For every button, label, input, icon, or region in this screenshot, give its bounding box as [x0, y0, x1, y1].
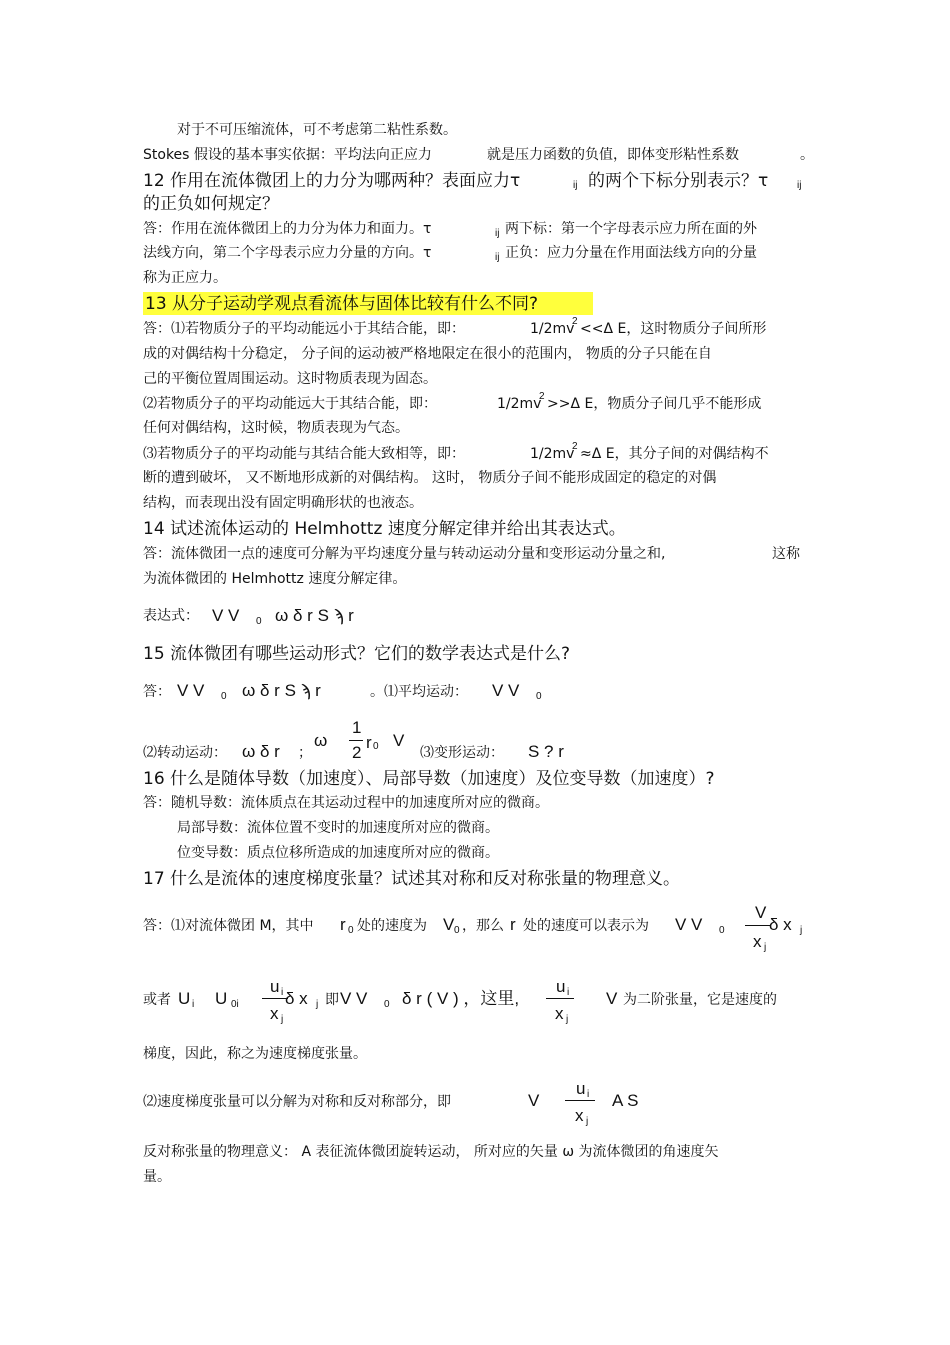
formula: δ x [769, 915, 792, 934]
text-line: 答： [143, 684, 171, 700]
text-line: Stokes 假设的基本事实依据：平均法向正应力 [143, 147, 432, 163]
formula: r [366, 733, 372, 752]
text-line: 结构，而表现出没有固定明确形状的也液态。 [143, 495, 423, 511]
formula: ω [314, 731, 328, 750]
question-heading: 15 流体微团有哪些运动形式？它们的数学表达式是什么? [143, 644, 571, 664]
fraction-bar [349, 740, 363, 741]
fraction-denominator: 2 [352, 743, 362, 762]
subscript: j [566, 1014, 569, 1025]
text-line: 。 [800, 147, 814, 163]
formula: V V [177, 681, 205, 700]
fraction-bar [546, 998, 574, 999]
text-line: 任何对偶结构，这时候，物质表现为气态。 [143, 420, 409, 436]
subscript: ij [495, 252, 500, 263]
text-line: 为流体微团的 Helmhottz 速度分解定律。 [143, 571, 407, 587]
subscript: ij [797, 180, 802, 191]
fraction-denominator: x [555, 1004, 564, 1023]
subscript: 0 [536, 691, 542, 702]
text-line: 成的对偶结构十分稳定， 分子间的运动被严格地限定在很小的范围内， 物质的分子只能在自 [143, 346, 712, 362]
text-line: 正负：应力分量在作用面法线方向的分量 [505, 245, 757, 261]
text-line: 位变导数：质点位移所造成的加速度所对应的微商。 [177, 845, 499, 861]
subscript: 0 [221, 691, 227, 702]
text-line: 答：⑴若物质分子的平均动能远小于其结合能，即： [143, 321, 465, 337]
subscript: 0 [384, 999, 390, 1010]
fraction-numerator: u [556, 977, 566, 996]
text-line: 就是压力函数的负值，即体变形粘性系数 [487, 147, 739, 163]
text-line: 答：⑴对流体微团 M，其中 [143, 918, 314, 934]
text-line: 。⑴平均运动： [370, 684, 468, 700]
fraction-bar [745, 925, 771, 926]
formula: S ? r [528, 742, 564, 761]
superscript: 2 [572, 441, 578, 452]
text-line: 处的速度为 [357, 918, 427, 934]
subscript: 0 [454, 925, 460, 936]
text-line: ⑶若物质分子的平均动能与其结合能大致相等，即： [143, 446, 465, 462]
formula: A S [612, 1091, 639, 1110]
fraction-numerator: u [576, 1079, 586, 1098]
text-line: 答：作用在流体微团上的力分为体力和面力。τ [143, 221, 432, 237]
subscript: 0 [256, 616, 262, 627]
subscript: ij [573, 180, 578, 191]
text-line: 梯度，因此，称之为速度梯度张量。 [143, 1046, 367, 1062]
fraction-denominator: x [575, 1106, 584, 1125]
text-line: 断的遭到破坏， 又不断地形成新的对偶结构。 这时， 物质分子间不能形成固定的稳定的对偶 [143, 470, 717, 486]
text-line: 答：流体微团一点的速度可分解为平均速度分量与转动运动分量和变形运动分量之和, [143, 546, 666, 562]
text-line: <<Δ E，这时物质分子间所形 [580, 321, 767, 337]
text-line: 为二阶张量，它是速度的 [623, 992, 777, 1008]
text-line: >>Δ E，物质分子间几乎不能形成 [547, 396, 762, 412]
text-line: 对于不可压缩流体，可不考虑第二粘性系数。 [177, 122, 457, 138]
text-line: 己的平衡位置周围运动。这时物质表现为固态。 [143, 371, 437, 387]
question-heading: 12 作用在流体微团上的力分为哪两种？表面应力τ [143, 171, 521, 191]
text-line: ⑵速度梯度张量可以分解为对称和反对称部分，即 [143, 1094, 451, 1110]
question-heading: 的两个下标分别表示？τ [588, 171, 769, 191]
formula: r [340, 915, 346, 934]
text-line: ⑶变形运动： [420, 745, 504, 761]
superscript: 2 [539, 391, 545, 402]
subscript: i [587, 1089, 590, 1100]
subscript: ij [495, 228, 500, 239]
text-line: 称为正应力。 [143, 270, 227, 286]
formula: ω δ r [242, 742, 280, 761]
subscript: i [281, 987, 284, 998]
subscript: j [316, 999, 319, 1010]
formula: V [443, 915, 455, 934]
text-line: 两下标：第一个字母表示应力所在面的外 [505, 221, 757, 237]
formula: δ x [285, 989, 308, 1008]
text-line: ； [298, 745, 312, 761]
text-line: 1/2mv [497, 396, 542, 412]
fraction-numerator: u [270, 977, 280, 996]
subscript: i [192, 999, 195, 1010]
fraction-bar [565, 1100, 595, 1101]
text-line: ≈Δ E，其分子间的对偶结构不 [580, 446, 769, 462]
formula: V [606, 989, 618, 1008]
text-line: 局部导数：流体位置不变时的加速度所对应的微商。 [177, 820, 499, 836]
formula: r [510, 915, 516, 934]
formula: V [393, 731, 405, 750]
fraction-numerator: 1 [352, 718, 362, 737]
superscript: 2 [572, 316, 578, 327]
text-line: ⑵转动运动： [143, 745, 227, 761]
question-heading: 的正负如何规定？ [143, 194, 279, 214]
text-line: 这称 [772, 546, 800, 562]
text-line: 答：随机导数：流体质点在其运动过程中的加速度所对应的微商。 [143, 795, 549, 811]
formula: U [178, 989, 191, 1008]
subscript: j [800, 925, 803, 936]
text-line: 即 [325, 992, 339, 1008]
formula: V V [675, 915, 703, 934]
formula: ω δ r S ϡ r [242, 681, 321, 700]
formula: V V [212, 606, 240, 625]
formula: V V [492, 681, 520, 700]
formula: U [215, 989, 228, 1008]
question-heading: 17 什么是流体的速度梯度张量？试述其对称和反对称张量的物理意义。 [143, 869, 681, 889]
subscript: j [281, 1014, 284, 1025]
subscript: 0 [373, 741, 379, 752]
subscript: 0 [719, 925, 725, 936]
formula: V V [340, 989, 368, 1008]
text-line: 法线方向，第二个字母表示应力分量的方向。τ [143, 245, 432, 261]
text-line: 1/2mv [530, 321, 575, 337]
subscript: 0i [231, 999, 239, 1010]
text-line: 量。 [143, 1169, 171, 1185]
question-heading: 14 试述流体运动的 Helmhottz 速度分解定律并给出其表达式。 [143, 519, 626, 539]
subscript: j [586, 1116, 589, 1127]
text-line: ⑵若物质分子的平均动能远大于其结合能，即： [143, 396, 437, 412]
question-heading: 16 什么是随体导数（加速度）、局部导数（加速度）及位变导数（加速度）? [143, 769, 715, 789]
fraction-denominator: x [753, 932, 762, 951]
fraction-denominator: x [270, 1004, 279, 1023]
formula: δ r ( V ) ，这里, [402, 989, 520, 1008]
formula: ω δ r S ϡ r [275, 606, 354, 625]
text-line: ，那么 [462, 918, 504, 934]
question-heading-highlighted: 13 从分子运动学观点看流体与固体比较有什么不同? [145, 294, 539, 314]
formula: V [528, 1091, 540, 1110]
subscript: i [567, 987, 570, 998]
subscript: 0 [348, 925, 354, 936]
text-line: 或者 [143, 992, 171, 1008]
text-line: 处的速度可以表示为 [523, 918, 649, 934]
subscript: j [764, 942, 767, 953]
fraction-numerator: V [755, 903, 767, 922]
text-line: 表达式： [143, 608, 199, 624]
text-line: 反对称张量的物理意义： A 表征流体微团旋转运动， 所对应的矢量 ω 为流体微团的角速度矢 [143, 1144, 719, 1160]
text-line: 1/2mv [530, 446, 575, 462]
